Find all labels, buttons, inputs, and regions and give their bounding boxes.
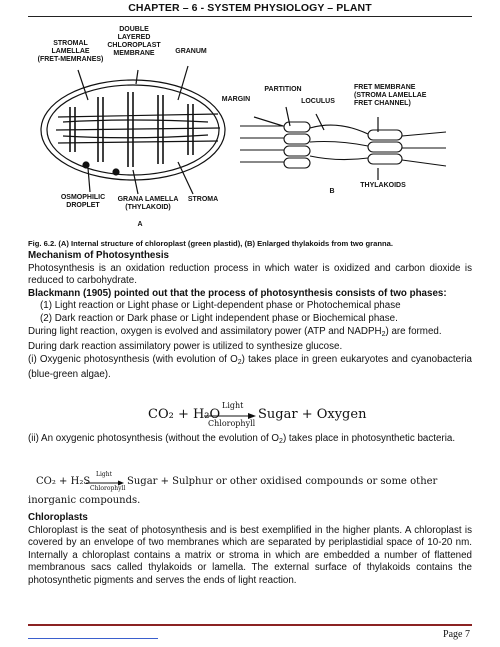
paragraph-chloroplasts: Chloroplast is the seat of photosynthesis and is best exemplified in the higher plants. A chloroplast is covered by an envelope of two membranes which are separated by periplastidial space of 10-20 nm. Internally a chloroplast contains a matrix or stroma in which are embedded a number of flattened membranous sacs called thylakoids or lamella. The external surface of thylakoids contains the photosynthetic pigments and serves the ends of light reaction. bbox=[28, 524, 472, 586]
header-rule bbox=[28, 16, 472, 17]
equation-anoxygenic-continuation: inorganic compounds. bbox=[28, 495, 141, 506]
label-osmophilic-droplet: OSMOPHILIC DROPLET bbox=[60, 194, 106, 209]
figure-caption: Fig. 6.2. (A) Internal structure of chloroplast (green plastid), (B) Enlarged thylakoids from two granna. bbox=[28, 239, 393, 248]
list-item-dark-reaction: (2) Dark reaction or Dark phase or Light independent phase or Biochemical phase. bbox=[40, 312, 398, 324]
equation-anoxygenic-light: Light bbox=[96, 471, 113, 478]
label-partition: PARTITION bbox=[264, 86, 302, 93]
paragraph-oxygenic: (i) Oxygenic photosynthesis (with evolution of $O_2$) takes place in green eukaryotes and cyanobacteria (blue-green algae). bbox=[28, 353, 472, 381]
page-body-anoxygenic bbox=[28, 433, 472, 449]
paragraph-blackmann: Blackmann (1905) pointed out that the process of photosynthesis consists of two phases: bbox=[28, 287, 447, 299]
label-stroma: STROMA bbox=[187, 196, 219, 203]
equation-oxygenic-lhs: CO₂ + H₂O bbox=[148, 407, 221, 422]
label-thylakoids: THYLAKOIDS bbox=[360, 182, 406, 189]
label-granum: GRANUM bbox=[175, 48, 207, 55]
paragraph-dark-reaction: During dark reaction assimilatory power is utilized to synthesize glucose. bbox=[28, 341, 343, 353]
page-number: Page 7 bbox=[443, 629, 470, 640]
equation-oxygenic-rhs: Sugar + Oxygen bbox=[258, 407, 367, 422]
paragraph-redox: Photosynthesis is an oxidation reduction process in which water is oxidized and carbon dioxide is reduced to carbohydrate. bbox=[28, 262, 472, 287]
equation-anoxygenic-rhs: Sugar + Sulphur or other oxidised compounds or some other bbox=[127, 476, 438, 487]
page-header: CHAPTER – 6 - SYSTEM PHYSIOLOGY – PLANT bbox=[128, 2, 372, 14]
equation-anoxygenic-lhs: CO₂ + H₂S bbox=[36, 476, 91, 487]
label-double-layered-membrane: DOUBLE LAYERED CHLOROPLAST MEMBRANE bbox=[107, 26, 161, 57]
equation-anoxygenic bbox=[0, 471, 500, 493]
footer-link-underline[interactable] bbox=[28, 638, 158, 639]
label-margin: MARGIN bbox=[221, 96, 251, 103]
equation-oxygenic-light: Light bbox=[222, 401, 244, 410]
label-fret-membrane: FRET MEMBRANE (STROMA LAMELLAE FRET CHANNEL) bbox=[354, 84, 427, 107]
label-grana-lamella: GRANA LAMELLA (THYLAKOID) bbox=[117, 196, 179, 211]
equation-anoxygenic-chlorophyll: Chlorophyll bbox=[90, 485, 126, 492]
paragraph-anoxygenic: (ii) An oxygenic photosynthesis (without the evolution of $O_2$) takes place in photosynthetic bacteria. bbox=[28, 433, 456, 445]
list-item-light-reaction: (1) Light reaction or Light phase or Light-dependent phase or Photochemical phase bbox=[40, 300, 401, 312]
heading-chloroplasts: Chloroplasts bbox=[28, 512, 88, 523]
paragraph-light-reaction: During light reaction, oxygen is evolved and assimilatory power (ATP and $NADPH_2$) are formed. bbox=[28, 325, 442, 338]
equation-oxygenic-chlorophyll: Chlorophyll bbox=[208, 419, 256, 428]
label-b: B bbox=[329, 188, 335, 195]
label-loculus: LOCULUS bbox=[301, 98, 335, 105]
equation-oxygenic bbox=[0, 401, 500, 431]
heading-mechanism: Mechanism of Photosynthesis bbox=[28, 250, 169, 261]
footer-rule bbox=[28, 624, 472, 626]
label-a: A bbox=[137, 221, 143, 228]
chloroplast-figure bbox=[28, 22, 472, 240]
page-body bbox=[28, 250, 472, 382]
label-stromal-lamellae: STROMAL LAMELLAE (FRET-MEMRANES) bbox=[37, 40, 104, 63]
page-body-chloroplasts bbox=[28, 512, 472, 588]
